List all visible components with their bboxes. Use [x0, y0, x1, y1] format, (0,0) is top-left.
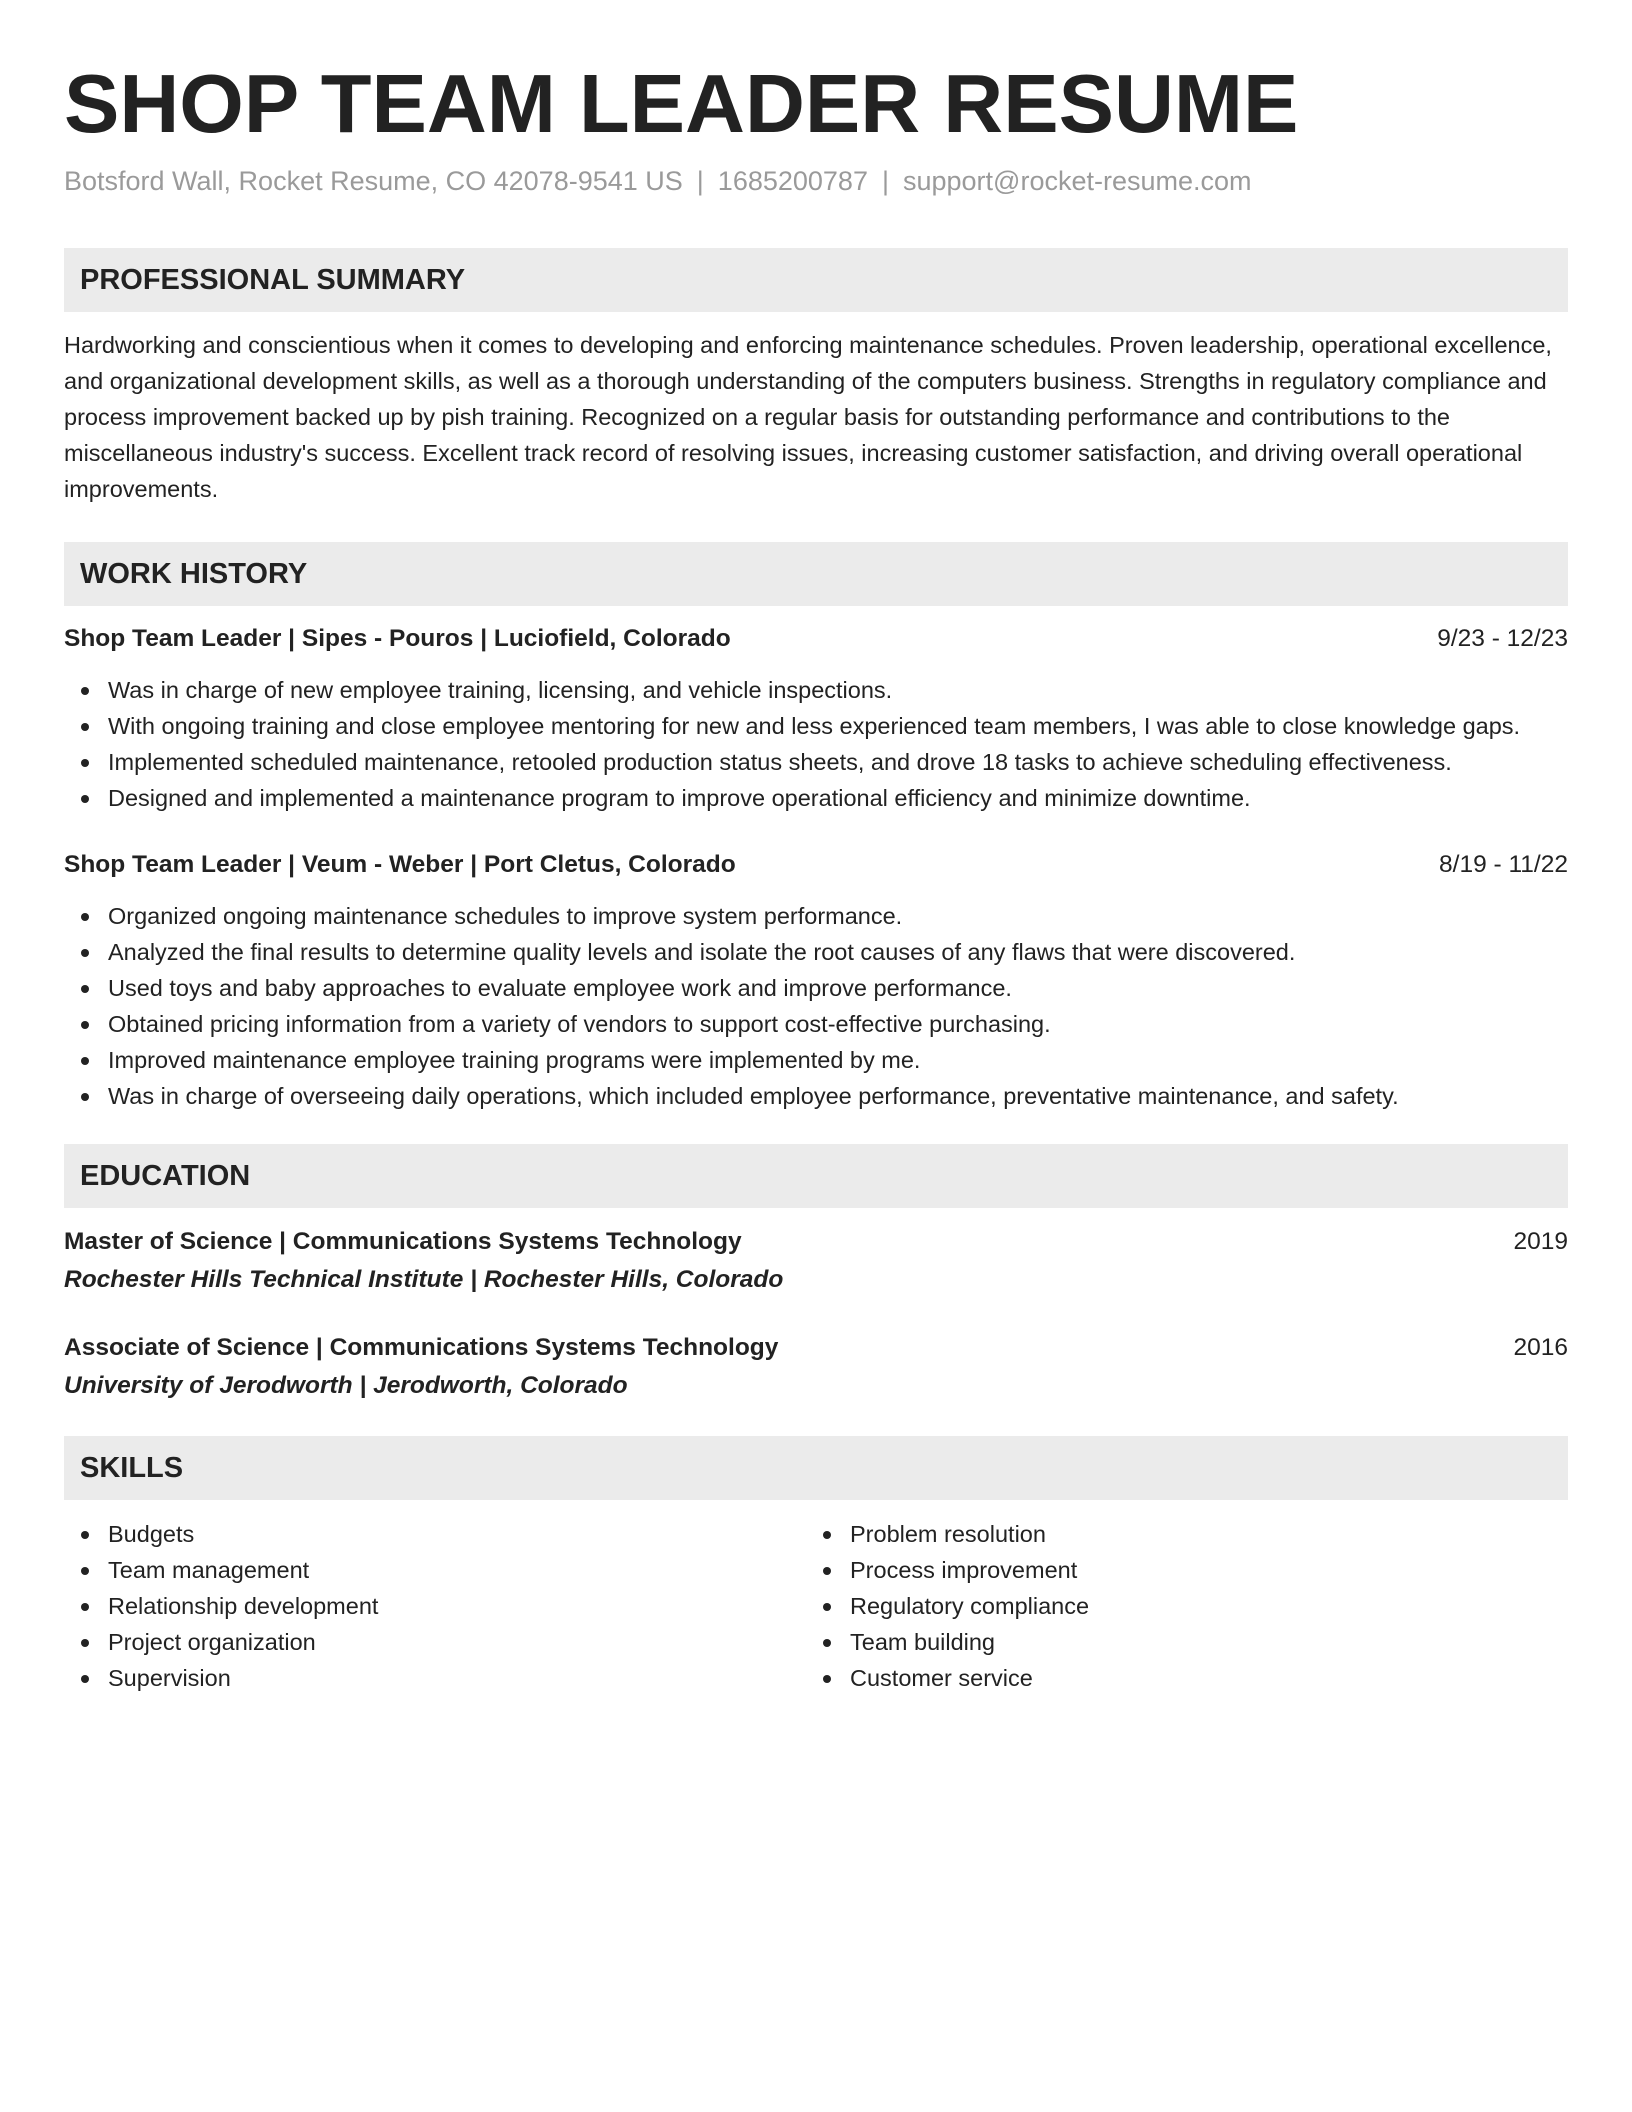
job-header — [64, 622, 1568, 656]
job-header — [64, 848, 1568, 882]
skill-item: Relationship development — [64, 1588, 806, 1624]
job-entry — [64, 848, 1568, 1114]
job-title: Shop Team Leader | Veum - Weber | Port Cletus, Colorado — [64, 851, 736, 878]
contact-phone: 1685200787 — [717, 166, 868, 196]
job-dates: 8/19 - 11/22 — [1439, 851, 1568, 878]
resume-page — [64, 0, 1568, 1696]
section-heading-education: EDUCATION — [64, 1144, 1568, 1208]
education-header — [64, 1330, 1568, 1366]
skills-column-right — [806, 1516, 1548, 1696]
job-bullet: Analyzed the final results to determine quality levels and isolate the root causes of any flaws that were discovered. — [64, 934, 1568, 970]
job-bullet: Designed and implemented a maintenance program to improve operational efficiency and minimize downtime. — [64, 780, 1568, 816]
job-bullet: Was in charge of new employee training, licensing, and vehicle inspections. — [64, 672, 1568, 708]
section-heading-summary: PROFESSIONAL SUMMARY — [64, 248, 1568, 312]
skill-item: Team management — [64, 1552, 806, 1588]
job-title: Shop Team Leader | Sipes - Pouros | Luciofield, Colorado — [64, 625, 731, 652]
job-bullet: Was in charge of overseeing daily operations, which included employee performance, preventative maintenance, and safety. — [64, 1078, 1568, 1114]
education-degree: Master of Science | Communications Systems Technology — [64, 1228, 742, 1255]
section-heading-skills: SKILLS — [64, 1436, 1568, 1500]
education-header — [64, 1224, 1568, 1260]
education-degree: Associate of Science | Communications Systems Technology — [64, 1334, 779, 1361]
skill-item: Customer service — [806, 1660, 1548, 1696]
education-entry — [64, 1224, 1568, 1298]
skill-item: Problem resolution — [806, 1516, 1548, 1552]
contact-separator: | — [881, 166, 889, 196]
contact-address: Botsford Wall, Rocket Resume, CO 42078-9541 US — [64, 166, 683, 196]
job-bullet: Obtained pricing information from a variety of vendors to support cost-effective purchasing. — [64, 1006, 1568, 1042]
job-dates: 9/23 - 12/23 — [1437, 625, 1568, 652]
education-year: 2019 — [1513, 1228, 1568, 1255]
job-bullet: With ongoing training and close employee mentoring for new and less experienced team members, I was able to close knowledge gaps. — [64, 708, 1568, 744]
resume-title: SHOP TEAM LEADER RESUME — [64, 57, 1299, 150]
job-bullet: Improved maintenance employee training programs were implemented by me. — [64, 1042, 1568, 1078]
education-year: 2016 — [1513, 1334, 1568, 1361]
job-bullet: Organized ongoing maintenance schedules to improve system performance. — [64, 898, 1568, 934]
contact-email: support@rocket-resume.com — [902, 166, 1252, 196]
skills-column-left — [64, 1516, 806, 1696]
skill-item: Process improvement — [806, 1552, 1548, 1588]
section-heading-work-history: WORK HISTORY — [64, 542, 1568, 606]
skills-list — [64, 1516, 1568, 1696]
education-school: University of Jerodworth | Jerodworth, Colorado — [64, 1372, 628, 1399]
skill-item: Project organization — [64, 1624, 806, 1660]
job-bullet: Used toys and baby approaches to evaluate employee work and improve performance. — [64, 970, 1568, 1006]
skill-item: Regulatory compliance — [806, 1588, 1548, 1624]
contact-separator: | — [696, 166, 704, 196]
skill-item: Team building — [806, 1624, 1548, 1660]
summary-text: Hardworking and conscientious when it comes to developing and enforcing maintenance schedules. Proven leadership, operational excellence, and organizational development skills, as well as a thorough understanding of the computers business. Strengths in regulatory compliance and process improvement backed up by pish training. Recognized on a regular basis for outstanding performance and contributions to the miscellaneous industry's success. Excellent track record of resolving issues, increasing customer satisfaction, and driving overall operational improvements. — [64, 332, 1552, 502]
job-bullets — [64, 898, 1568, 1114]
education-entry — [64, 1330, 1568, 1404]
skill-item: Budgets — [64, 1516, 806, 1552]
education-school: Rochester Hills Technical Institute | Rochester Hills, Colorado — [64, 1266, 784, 1293]
skill-item: Supervision — [64, 1660, 806, 1696]
job-entry — [64, 622, 1568, 816]
job-bullets — [64, 672, 1568, 816]
job-bullet: Implemented scheduled maintenance, retooled production status sheets, and drove 18 tasks to achieve scheduling effectiveness. — [64, 744, 1568, 780]
contact-line — [64, 164, 1568, 198]
